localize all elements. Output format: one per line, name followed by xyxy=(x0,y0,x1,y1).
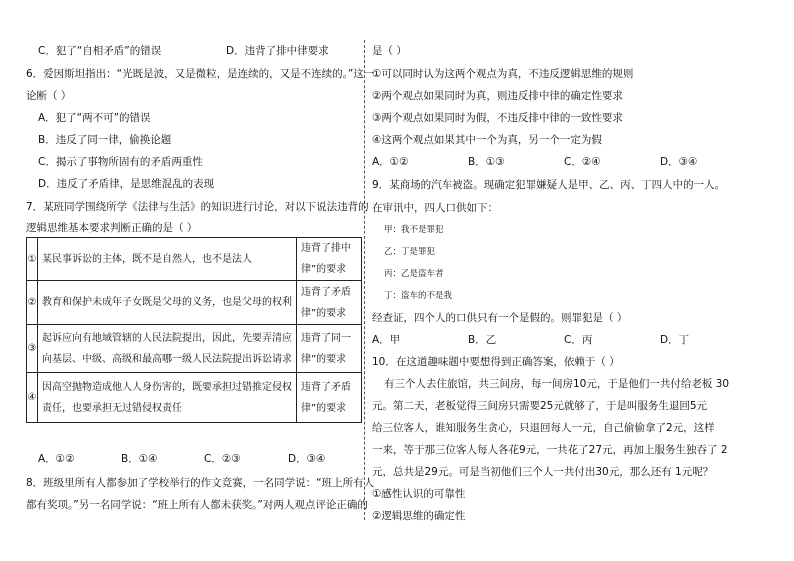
row-number: ③ xyxy=(27,325,38,373)
q6-stem-line2: 论断（ ） xyxy=(26,90,72,102)
q5-option-c: C．犯了“自相矛盾”的错误 xyxy=(38,45,162,57)
q6-option-c: C．揭示了事物所固有的矛盾两重性 xyxy=(38,156,203,168)
q10-paragraph-line1: 有三个人去住旅馆，共三间房，每一间房10元，于是他们一共付给老板 30 xyxy=(384,378,730,390)
q9-option-b: B．乙 xyxy=(468,334,497,346)
q6-option-d: D．违反了矛盾律，是思维混乱的表现 xyxy=(38,178,215,190)
q7-stem-line2: 逻辑思维基本要求判断正确的是（ ） xyxy=(26,222,198,234)
row-number: ② xyxy=(27,281,38,325)
q8-statement-3: ③两个观点如果同时为假，不违反排中律的一致性要求 xyxy=(372,112,623,124)
table-row xyxy=(27,238,362,281)
row-number: ④ xyxy=(27,373,38,423)
q8-stem-line1: 8．班级里所有人都参加了学校举行的作文竞赛，一名同学说：“班上所有人 xyxy=(26,477,375,489)
q10-item-1: ①感性认识的可靠性 xyxy=(372,488,466,500)
q7-option-c: C．②③ xyxy=(204,453,241,465)
row-claim: 违背了排中律”的要求 xyxy=(297,238,362,281)
q8-statement-2: ②两个观点如果同时为真，则违反排中律的确定性要求 xyxy=(372,90,623,102)
q9-testimony-jia: 甲：我不是罪犯 xyxy=(384,225,444,235)
row-number: ① xyxy=(27,238,38,281)
q7-option-b: B．①④ xyxy=(121,453,158,465)
q6-option-b: B．违反了同一律，偷换论题 xyxy=(38,134,172,146)
q7-stem-line1: 7．某班同学围绕所学《法律与生活》的知识进行讨论，对以下说法违背的 xyxy=(26,201,369,213)
column-divider xyxy=(364,40,365,520)
q9-stem-line1: 9．某商场的汽车被盗。现确定犯罪嫌疑人是甲、乙、丙、丁四人中的一人。 xyxy=(372,179,726,191)
q8-option-c: C．②④ xyxy=(564,156,601,168)
q9-option-a: A．甲 xyxy=(372,334,401,346)
row-claim: 违背了同一律”的要求 xyxy=(297,325,362,373)
q10-paragraph-line4: 一来，等于那三位客人每人各花9元，一共花了27元，再加上服务生独吞了 2 xyxy=(372,444,728,456)
q9-option-d: D．丁 xyxy=(660,334,690,346)
q7-option-d: D．③④ xyxy=(288,453,326,465)
q9-testimony-ding: 丁：盗车的不是我 xyxy=(384,291,453,301)
q9-testimony-yi: 乙：丁是罪犯 xyxy=(384,247,436,257)
q8-statement-1: ①可以同时认为这两个观点为真，不违反逻辑思维的规则 xyxy=(372,68,634,80)
q7-option-a: A．①② xyxy=(38,453,75,465)
q6-stem-line1: 6．爱因斯坦指出：“光既是波，又是微粒，是连续的，又是不连续的。”这一 xyxy=(26,68,375,80)
q8-option-d: D．③④ xyxy=(660,156,698,168)
q10-stem-line1: 10．在这道趣味题中要想得到正确答案，依赖于（ ） xyxy=(372,356,620,368)
q9-option-c: C．丙 xyxy=(564,334,593,346)
q7-table xyxy=(26,237,362,423)
table-row xyxy=(27,325,362,373)
q5-option-d: D．违背了排中律要求 xyxy=(226,45,329,57)
row-statement: 教育和保护未成年子女既是父母的义务，也是父母的权利 xyxy=(38,281,297,325)
row-claim: 违背了矛盾律”的要求 xyxy=(297,373,362,423)
row-statement: 因高空抛物造成他人人身伤害的，既要承担过错推定侵权责任，也要承担无过错侵权责任 xyxy=(38,373,297,423)
q10-paragraph-line5: 元，总共是29元。可是当初他们三个人一共付出30元，那么还有 1元呢？ xyxy=(372,466,714,478)
q8-stem-line2: 都有奖项。”另一名同学说：“班上所有人都未获奖。”对两人观点评论正确的 xyxy=(26,499,368,511)
table-row xyxy=(27,281,362,325)
q10-paragraph-line3: 给三位客人，谁知服务生贪心，只退回每人一元，自己偷偷拿了2元，这样 xyxy=(372,422,715,434)
row-statement: 起诉应向有地域管辖的人民法院提出，因此，先要弄清应向基层、中级、高级和最高哪一级人民法院提出诉讼请求 xyxy=(38,325,297,373)
q8-option-a: A．①② xyxy=(372,156,409,168)
q8-stem-line3: 是（ ） xyxy=(372,45,407,57)
q8-statement-4: ④这两个观点如果其中一个为真，另一个一定为假 xyxy=(372,134,602,146)
q10-paragraph-line2: 元。第二天，老板觉得三间房只需要25元就够了，于是叫服务生退回5元 xyxy=(372,400,708,412)
row-statement: 某民事诉讼的主体，既不是自然人，也不是法人 xyxy=(38,238,297,281)
q10-item-2: ②逻辑思维的确定性 xyxy=(372,510,466,522)
q9-stem-line3: 经查证，四个人的口供只有一个是假的。则罪犯是（ ） xyxy=(372,312,628,324)
q8-option-b: B．①③ xyxy=(468,156,505,168)
table-row xyxy=(27,373,362,423)
q9-testimony-bing: 丙：乙是盗车者 xyxy=(384,269,444,279)
q9-stem-line2: 在审讯中，四人口供如下： xyxy=(372,202,498,214)
q6-option-a: A．犯了“两不可”的错误 xyxy=(38,112,151,124)
row-claim: 违背了矛盾律”的要求 xyxy=(297,281,362,325)
